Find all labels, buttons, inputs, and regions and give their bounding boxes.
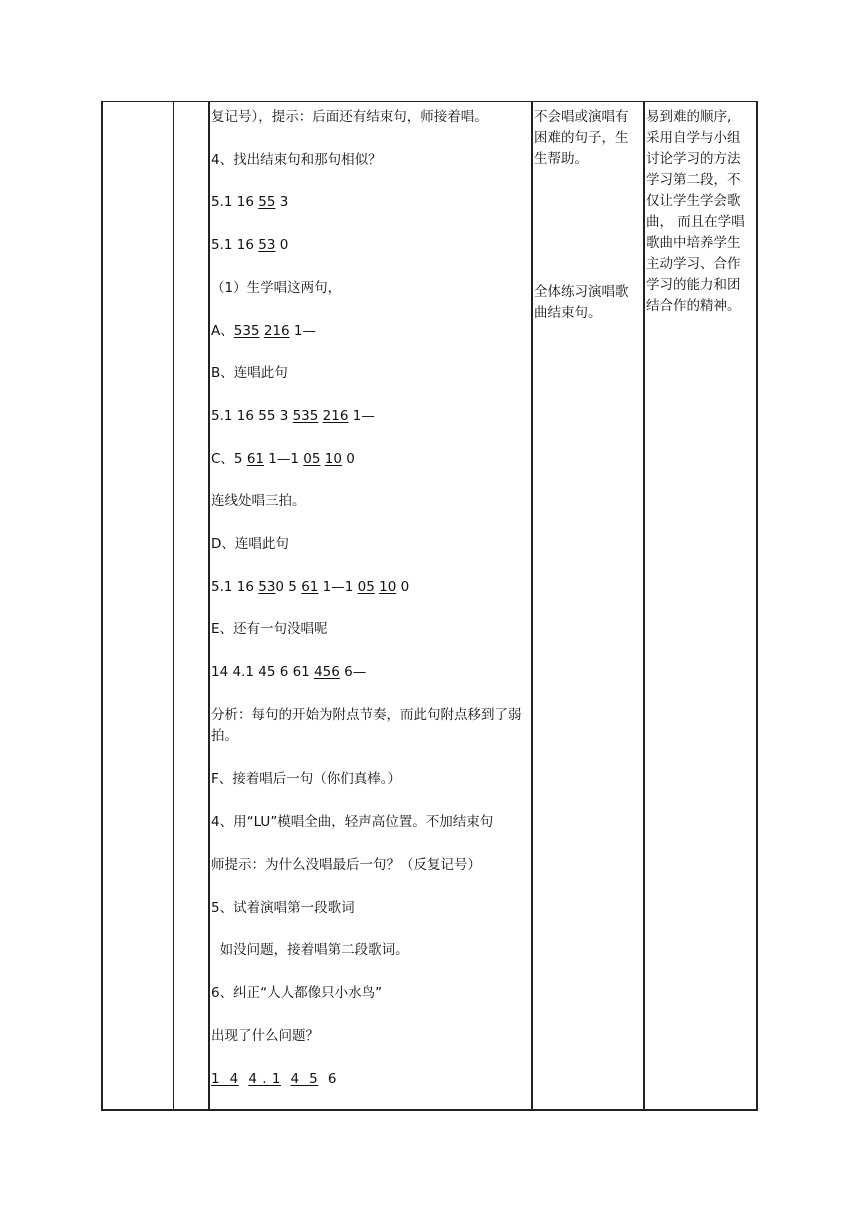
notation-line: 14 4.1 45 6 61 456 6— [211, 664, 367, 680]
notation-line: C、5 61 1—1 05 10 0 [211, 451, 355, 467]
student-line: 曲结束句。 [534, 305, 602, 321]
col-border-5 [756, 101, 758, 1111]
purpose-line: 易到难的顺序, [646, 109, 732, 125]
analysis-text: 分析：每句的开始为附点节奏，而此句附点移到了弱拍。 [211, 707, 522, 744]
col-border-2 [208, 101, 210, 1111]
content-line: 连线处唱三拍。 [211, 493, 306, 509]
content-line: D、连唱此句 [211, 536, 289, 552]
content-line: E、还有一句没唱呢 [211, 621, 328, 637]
purpose-line: 主动学习、合作 [646, 256, 741, 272]
content-line: 6、纠正“人人都像只小水鸟” [211, 985, 383, 1001]
purpose-line: 结合作的精神。 [646, 298, 741, 314]
notation-line: 5.1 16 53 0 [211, 237, 289, 253]
table-top-border [101, 101, 758, 102]
student-line: 全体练习演唱歌 [534, 284, 629, 300]
content-line: 5、试着演唱第一段歌词 [211, 900, 355, 916]
content-line: F、接着唱后一句（你们真棒。） [211, 771, 402, 787]
notation-line: 5.1 16 55 3 535 216 1— [211, 408, 375, 424]
content-line: 出现了什么问题？ [211, 1028, 319, 1044]
col-border-3 [531, 101, 533, 1111]
student-line: 不会唱或演唱有 [534, 109, 629, 125]
notation-line: 1 4 4 . 1 4 5 6 [211, 1071, 337, 1087]
content-line: （1）生学唱这两句， [211, 280, 342, 296]
lesson-table [101, 101, 758, 1111]
content-line: B、连唱此句 [211, 365, 288, 381]
notation-line: 5.1 16 55 3 [211, 194, 289, 210]
col-border-1 [173, 101, 174, 1111]
student-line: 困难的句子，生 [534, 130, 629, 146]
purpose-line: 仅让学生学会歌 [646, 193, 741, 209]
purpose-line: 采用自学与小组 [646, 130, 741, 146]
purpose-line: 讨论学习的方法 [646, 151, 741, 167]
purpose-line: 学习的能力和团 [646, 277, 741, 293]
col-border-0 [101, 101, 103, 1111]
content-line: 如没问题，接着唱第二段歌词。 [211, 942, 409, 958]
notation-line: 5.1 16 530 5 61 1—1 05 10 0 [211, 579, 410, 595]
notation-line: A、535 216 1— [211, 323, 316, 339]
purpose-line: 歌曲中培养学生 [646, 235, 741, 251]
content-line: 4、找出结束句和那句相似？ [211, 152, 382, 168]
content-line: 4、用“LU”模唱全曲，轻声高位置。不加结束句 [211, 814, 494, 830]
content-line: 师提示：为什么没唱最后一句？（反复记号） [211, 857, 481, 873]
purpose-line: 曲， 而且在学唱 [646, 214, 745, 230]
student-line: 生帮助。 [534, 151, 588, 167]
col-border-4 [643, 101, 645, 1111]
content-line: 复记号），提示：后面还有结束句，师接着唱。 [211, 109, 488, 125]
table-bottom-border [101, 1109, 758, 1111]
purpose-line: 学习第二段，不 [646, 172, 741, 188]
